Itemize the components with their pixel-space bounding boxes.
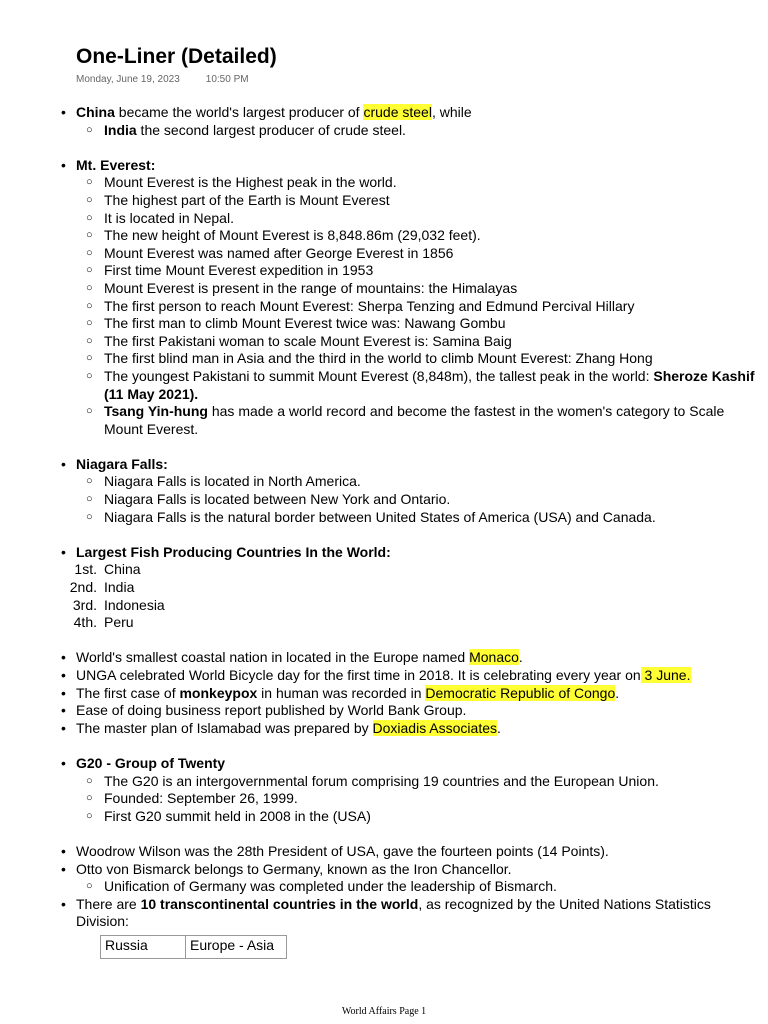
sub-list-item	[0, 192, 768, 210]
list-item	[0, 685, 768, 703]
text: UNGA celebrated World Bicycle day for the first time in 2018. It is celebrating every year on	[76, 667, 641, 683]
sub-list-item	[0, 790, 768, 808]
text: Ease of doing business report published by World Bank Group.	[76, 702, 467, 719]
bullet-marker: •	[61, 684, 66, 701]
page-title: One-Liner (Detailed)	[76, 45, 277, 68]
circle-bullet-marker: ○	[86, 405, 93, 418]
bullet-marker: •	[61, 719, 66, 736]
transcontinental-table	[100, 935, 287, 959]
sub-list-item	[0, 262, 768, 280]
bullet-marker: •	[61, 895, 66, 912]
sub-list-item	[0, 298, 768, 316]
text: There are	[76, 895, 141, 912]
text: The G20 is an intergovernmental forum comprising 19 countries and the European Union.	[104, 772, 659, 789]
text: The master plan of Islamabad was prepared by	[76, 719, 373, 736]
list-item	[0, 702, 768, 720]
highlighted-text: Monaco	[469, 649, 519, 666]
sub-list-item	[0, 473, 768, 491]
text: Mount Everest is present in the range of mountains: the Himalayas	[104, 279, 518, 296]
heading-text: Niagara Falls:	[76, 455, 168, 472]
heading-text: Largest Fish Producing Countries In the World:	[76, 543, 391, 560]
table-cell: Europe - Asia	[186, 935, 287, 958]
bold-text: China	[76, 104, 115, 120]
bullet-marker: •	[61, 156, 66, 173]
circle-bullet-marker: ○	[86, 774, 93, 787]
bullet-marker: •	[61, 754, 66, 771]
text: World's smallest coastal nation in located in the Europe named	[76, 649, 470, 666]
note-body	[0, 104, 768, 959]
circle-bullet-marker: ○	[86, 493, 93, 506]
text: Mount Everest was named after George Everest in 1856	[104, 244, 454, 261]
table-cell: Russia	[101, 935, 186, 958]
text: became the world's largest producer of	[114, 104, 364, 120]
page-footer: World Affairs Page 1	[341, 1006, 427, 1017]
sub-list-item	[0, 280, 768, 298]
text: has made a world record and become the fastest in the women's category to Scale Mount Everest.	[104, 403, 725, 437]
text: , as recognized by the United Nations Statistics Division:	[76, 895, 711, 930]
sub-list-item	[0, 245, 768, 263]
highlighted-text: Democratic Republic of Congo	[425, 684, 616, 701]
numbered-item	[0, 597, 768, 615]
list-item	[0, 843, 768, 861]
bullet-marker: •	[61, 860, 66, 877]
text: .	[497, 719, 501, 736]
sub-list-item	[0, 315, 768, 333]
text: Niagara Falls is located in North America.	[104, 473, 361, 490]
text: It is located in Nepal.	[104, 209, 234, 226]
circle-bullet-marker: ○	[86, 123, 93, 136]
circle-bullet-marker: ○	[86, 229, 93, 242]
circle-bullet-marker: ○	[86, 317, 93, 330]
list-item	[0, 896, 768, 931]
text: The first blind man in Asia and the third in the world to climb Mount Everest: Zhang Hong	[104, 350, 653, 367]
circle-bullet-marker: ○	[86, 809, 93, 822]
numbered-item	[0, 614, 768, 632]
circle-bullet-marker: ○	[86, 510, 93, 523]
rank-label: 4th.	[73, 614, 97, 631]
sub-list-item	[0, 210, 768, 228]
text: The new height of Mount Everest is 8,848.86m (29,032 feet).	[104, 227, 481, 244]
bullet-marker: •	[61, 455, 66, 472]
text: .	[615, 684, 620, 701]
text: India	[104, 579, 135, 596]
bold-text: Sheroze Kashif (11 May 2021).	[104, 367, 755, 402]
bold-text: Tsang Yin-hung	[104, 403, 208, 420]
text: First G20 summit held in 2008 in the (USA)	[104, 807, 371, 824]
bold-text: 10 transcontinental countries in the world	[140, 895, 419, 912]
text: Founded: September 26, 1999.	[104, 790, 298, 807]
sub-list-item	[0, 878, 768, 896]
text: .	[518, 649, 523, 666]
text: Woodrow Wilson was the 28th President of USA, gave the fourteen points (14 Points).	[76, 842, 609, 859]
circle-bullet-marker: ○	[86, 246, 93, 259]
section-heading-fish	[0, 544, 768, 562]
text: Niagara Falls is the natural border between United States of America (USA) and Canada.	[104, 508, 656, 525]
heading-text: Mt. Everest:	[76, 156, 156, 173]
circle-bullet-marker: ○	[86, 299, 93, 312]
text: The highest part of the Earth is Mount Everest	[104, 191, 390, 208]
section-heading-everest	[0, 157, 768, 175]
numbered-item	[0, 579, 768, 597]
circle-bullet-marker: ○	[86, 792, 93, 805]
sub-list-item	[0, 403, 768, 438]
section-heading-g20	[0, 755, 768, 773]
text: the second largest producer of crude steel.	[136, 121, 406, 138]
sub-list-item	[0, 368, 768, 403]
bold-text: monkeypox	[179, 684, 258, 701]
bullet-marker: •	[61, 104, 66, 120]
text: Unification of Germany was completed under the leadership of Bismarch.	[104, 878, 557, 895]
circle-bullet-marker: ○	[86, 352, 93, 365]
circle-bullet-marker: ○	[86, 176, 93, 189]
text: Peru	[104, 614, 134, 631]
highlighted-text: 3 June.	[640, 667, 691, 683]
text: The first Pakistani woman to scale Mount Everest is: Samina Baig	[104, 332, 512, 349]
rank-label: 3rd.	[72, 596, 97, 613]
circle-bullet-marker: ○	[86, 281, 93, 294]
bullet-marker: •	[61, 543, 66, 560]
list-item	[0, 667, 768, 685]
text: The first person to reach Mount Everest: Sherpa Tenzing and Edmund Percival Hillary	[104, 297, 635, 314]
list-item	[0, 720, 768, 738]
text: The youngest Pakistani to summit Mount Everest (8,848m), the tallest peak in the world:	[104, 367, 654, 384]
rank-label: 1st.	[74, 561, 97, 578]
sub-list-item	[0, 122, 768, 140]
text: Niagara Falls is located between New York and Ontario.	[104, 491, 451, 508]
bold-text: India	[104, 121, 137, 138]
section-heading-niagara	[0, 456, 768, 474]
highlighted-text: crude steel	[363, 104, 432, 120]
sub-list-item	[0, 773, 768, 791]
circle-bullet-marker: ○	[86, 211, 93, 224]
sub-list-item	[0, 491, 768, 509]
text: in human was recorded in	[257, 684, 426, 701]
sub-list-item	[0, 350, 768, 368]
bullet-marker: •	[61, 649, 66, 666]
text: China	[104, 561, 141, 578]
table-row	[101, 935, 287, 958]
text: Mount Everest is the Highest peak in the world.	[104, 174, 397, 191]
circle-bullet-marker: ○	[86, 475, 93, 488]
circle-bullet-marker: ○	[86, 369, 93, 382]
list-item	[0, 861, 768, 879]
sub-list-item	[0, 227, 768, 245]
text: , while	[431, 104, 472, 120]
circle-bullet-marker: ○	[86, 880, 93, 893]
page-timestamp	[76, 74, 249, 86]
bullet-marker: •	[61, 842, 66, 859]
text: The first man to climb Mount Everest twice was: Nawang Gombu	[104, 315, 506, 332]
circle-bullet-marker: ○	[86, 193, 93, 206]
sub-list-item	[0, 174, 768, 192]
circle-bullet-marker: ○	[86, 264, 93, 277]
sub-list-item	[0, 808, 768, 826]
sub-list-item	[0, 333, 768, 351]
time-label: 10:50 PM	[205, 74, 249, 85]
heading-text: G20 - Group of Twenty	[76, 754, 226, 771]
text: Indonesia	[104, 596, 165, 613]
rank-label: 2nd.	[69, 579, 97, 596]
list-item	[0, 104, 768, 122]
text: Otto von Bismarck belongs to Germany, known as the Iron Chancellor.	[76, 860, 512, 877]
circle-bullet-marker: ○	[86, 334, 93, 347]
text: First time Mount Everest expedition in 1953	[104, 262, 374, 279]
date-label: Monday, June 19, 2023	[76, 74, 180, 85]
numbered-item	[0, 561, 768, 579]
bullet-marker: •	[61, 667, 66, 683]
text: The first case of	[76, 684, 180, 701]
sub-list-item	[0, 509, 768, 527]
list-item	[0, 649, 768, 667]
highlighted-text: Doxiadis Associates	[372, 719, 498, 736]
bullet-marker: •	[61, 702, 66, 719]
